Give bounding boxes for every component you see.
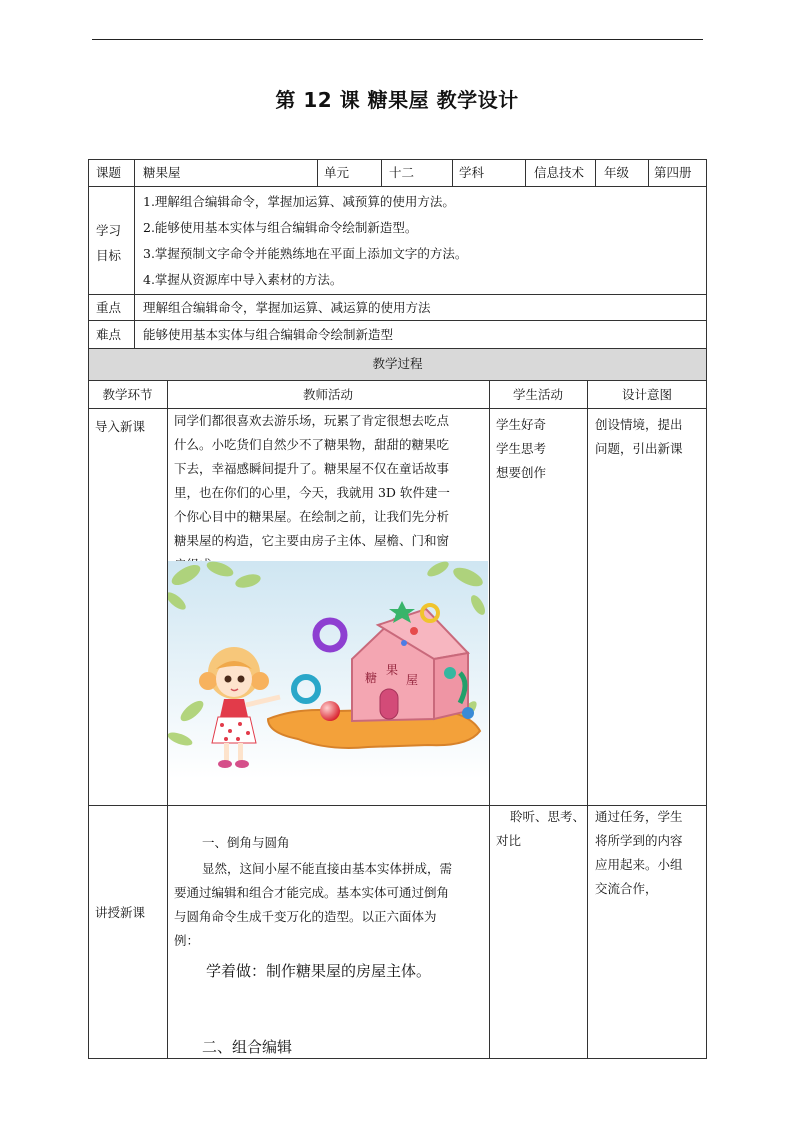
difficulty-label: 难点: [96, 327, 122, 342]
page-title: 第 12 课 糖果屋 教学设计: [275, 88, 519, 112]
intro-teacher-text: [174, 409, 486, 577]
column-header-student: 学生活动: [512, 387, 563, 402]
house-sign-char: 果: [386, 663, 399, 677]
text-line: 里，也在你们的心里，今天，我就用 3D 软件建一: [174, 485, 450, 500]
text-line: 学生思考: [496, 441, 547, 456]
text-line: 应用起来。小组: [595, 857, 683, 872]
house-sign-char: 糖: [365, 671, 378, 685]
text-line: 同学们都很喜欢去游乐场，玩累了肯定很想去吃点: [174, 413, 450, 428]
text-line: 要通过编辑和组合才能完成。基本实体可通过倒角: [174, 885, 450, 900]
house-sign-char: 屋: [406, 673, 419, 687]
text-line: 下去，幸福感瞬间提升了。糖果屋不仅在童话故事: [174, 461, 450, 476]
lecture-teacher-text: [174, 857, 486, 953]
objective-item: 3.掌握预制文字命令并能熟练地在平面上添加文字的方法。: [143, 246, 468, 261]
unit-label: 单元: [324, 165, 350, 180]
lesson-table: [88, 159, 707, 1059]
key-point-label: 重点: [96, 300, 122, 315]
grade-label: 年级: [604, 165, 630, 180]
header-rule: [92, 39, 703, 40]
text-line: 与圆角命令生成千变万化的造型。以正六面体为: [174, 909, 437, 924]
topic-value: 糖果屋: [143, 165, 181, 180]
subject-label: 学科: [459, 165, 485, 180]
text-line: 例：: [174, 933, 200, 948]
text-line: 想要创作: [496, 465, 547, 480]
text-line: 创设情境，提出: [595, 417, 683, 432]
difficulty-value: 能够使用基本实体与组合编辑命令绘制新造型: [143, 327, 394, 342]
topic-label: 课题: [96, 165, 122, 180]
text-line: 问题，引出新课: [595, 441, 683, 456]
column-header-stage: 教学环节: [102, 387, 153, 402]
process-heading: 教学过程: [372, 356, 423, 371]
text-line: 通过任务，学生: [595, 809, 683, 824]
column-header-teacher: 教师活动: [302, 387, 353, 402]
key-point-value: 理解组合编辑命令，掌握加运算、减运算的使用方法: [143, 300, 431, 315]
intro-student-text: [496, 413, 546, 485]
grade-value: 第四册: [654, 165, 692, 180]
candy-house-illustration: [168, 561, 488, 779]
text-line: 交流合作，: [595, 881, 658, 896]
text-line: 将所学到的内容: [595, 833, 683, 848]
text-line: 个你心目中的糖果屋。在绘制之前，让我们先分析: [174, 509, 450, 524]
objectives-label-2: 目标: [96, 248, 122, 263]
text-line: 糖果屋的构造，它主要由房子主体、屋檐、门和窗: [174, 533, 450, 548]
lecture-intent-text: [595, 805, 683, 901]
subject-value: 信息技术: [534, 165, 585, 180]
objective-item: 1.理解组合编辑命令，掌握加运算、减预算的使用方法。: [143, 194, 455, 209]
objective-item: 2.能够使用基本实体与组合编辑命令绘制新造型。: [143, 220, 418, 235]
lecture-section-2: 二、组合编辑: [202, 1038, 293, 1056]
text-line: 显然，这间小屋不能直接由基本实体拼成，需: [202, 861, 453, 876]
lecture-section-1: 一、倒角与圆角: [202, 835, 290, 850]
intro-stage: 导入新课: [95, 419, 146, 434]
text-line: 什么。小吃货们自然少不了糖果物，甜甜的糖果吃: [174, 437, 450, 452]
intro-intent-text: [595, 413, 683, 461]
text-line: 聆听、思考、: [510, 809, 586, 824]
text-line: 学生好奇: [496, 417, 547, 432]
column-header-intent: 设计意图: [621, 387, 672, 402]
objectives-label-1: 学习: [96, 223, 122, 238]
text-line: 对比: [496, 833, 522, 848]
unit-value: 十二: [389, 165, 415, 180]
lecture-student-text: [496, 805, 585, 853]
lecture-stage: 讲授新课: [95, 905, 146, 920]
objective-item: 4.掌握从资源库中导入素材的方法。: [143, 272, 343, 287]
lecture-try-line: 学着做：制作糖果屋的房屋主体。: [206, 962, 432, 980]
